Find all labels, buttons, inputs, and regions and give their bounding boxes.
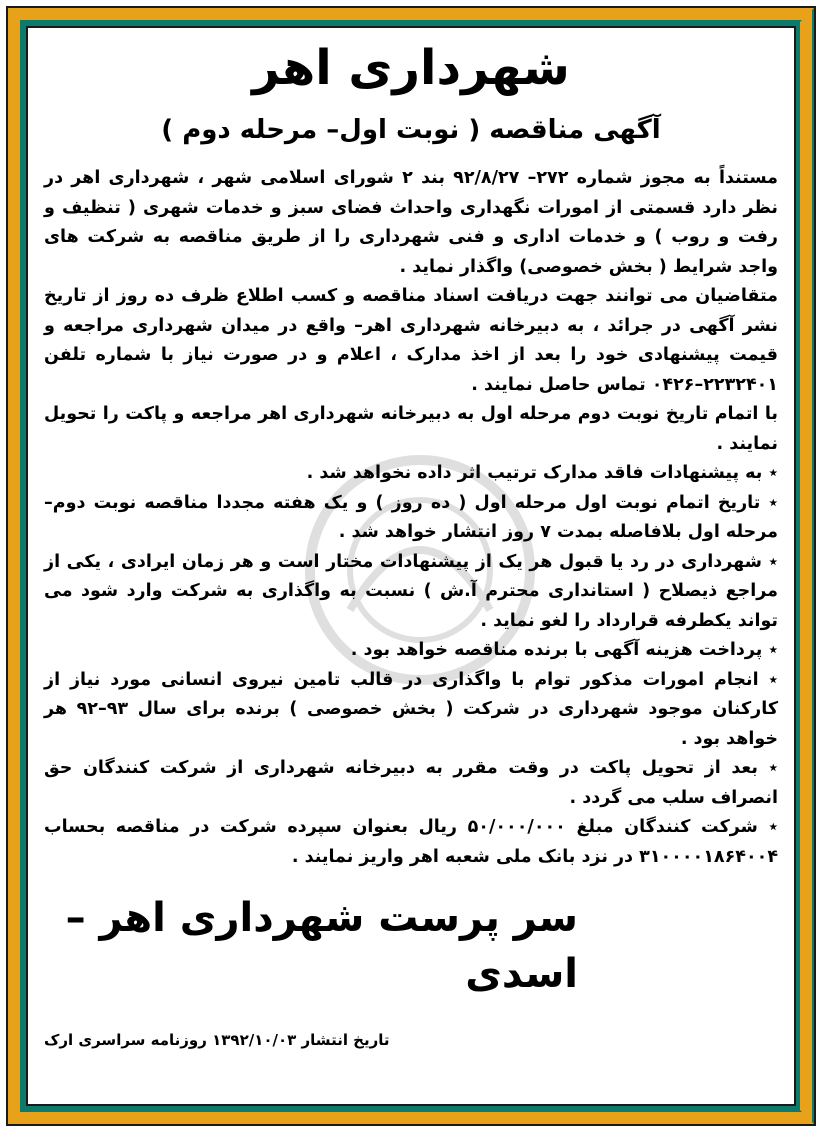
paragraph-submission: با اتمام تاریخ نوبت دوم مرحله اول به دبیرخانه شهرداری اهر مراجعه و پاکت را تحویل نمایند . — [44, 404, 778, 454]
condition-item: ٭ بعد از تحویل پاکت در وقت مقرر به دبیرخانه شهرداری از شرکت کنندگان حق انصراف سلب می گردد . — [44, 758, 778, 808]
condition-item: ٭ به پیشنهادات فاقد مدارک ترتیب اثر داده نخواهد شد . — [306, 463, 778, 483]
paragraph-applicants: متقاضیان می توانند جهت دریافت اسناد مناقصه و کسب اطلاع ظرف ده روز از تاریخ نشر آگهی در جرائد ، به دبیرخانه شهرداری اهر– واقع در میدان شهرداری مراجعه و قیمت پیشنهادی خود را بعد از اخذ مدارک ، اعلام و در صورت نیاز با شماره تلفن ۲۲۳۲۴۰۱–۰۴۲۶ تماس حاصل نمایند . — [44, 286, 778, 395]
condition-item: ٭ شهرداری در رد یا قبول هر یک از پیشنهادات مختار است و هر زمان ایرادی ، یکی از مراجع ذیصلاح ( استانداری محترم آ.ش ) نسبت به واگذاری به شرکت وارد شود می تواند یکطرفه قرارداد را لغو نماید . — [44, 551, 778, 631]
condition-item: ٭ تاریخ اتمام نوبت اول مرحله اول ( ده روز ) و یک هفته مجددا مناقصه نوبت دوم– مرحله اول بلافاصله بمدت ۷ روز انتشار خواهد شد . — [44, 492, 778, 542]
tender-subtitle: آگهی مناقصه ( نوبت اول– مرحله دوم ) — [161, 115, 661, 145]
paragraph-intro: مستنداً به مجوز شماره ۲۷۲– ۹۲/۸/۲۷ بند ۲ شورای اسلامی شهر ، شهرداری اهر در نظر دارد قسمتی از امورات نگهداری واحداث فضای سبز و خدمات شهری ( تنظیف و رفت و روب ) و خدمات اداری و فنی شهرداری را از طریق مناقصه به شرکت های واجد شرایط ( بخش خصوصی) واگذار نماید . — [44, 168, 778, 277]
condition-item: ٭ انجام امورات مذکور توام با واگذاری در قالب تامین نیروی انسانی مورد نیاز از کارکنان موجود شهرداری در شرکت ( بخش خصوصی ) برنده برای سال ۹۳–۹۲ هر خواهد بود . — [44, 669, 778, 749]
condition-item: ٭ شرکت کنندگان مبلغ ۵۰/۰۰۰/۰۰۰ ریال بعنوان سپرده شرکت در مناقصه بحساب ۳۱۰۰۰۰۱۸۶۴۰۰۴ در نزد بانک ملی شعبه اهر واریز نمایند . — [44, 817, 778, 867]
condition-item: ٭ پرداخت هزینه آگهی با برنده مناقصه خواهد بود . — [350, 640, 778, 660]
signature: سر پرست شهرداری اهر – اسدی — [65, 895, 578, 997]
page-title: شهرداری اهر — [252, 40, 570, 96]
notice-content — [44, 36, 778, 1052]
publication-date: تاریخ انتشار ۱۳۹۲/۱۰/۰۳ روزنامه سراسری ارک — [44, 1031, 390, 1049]
